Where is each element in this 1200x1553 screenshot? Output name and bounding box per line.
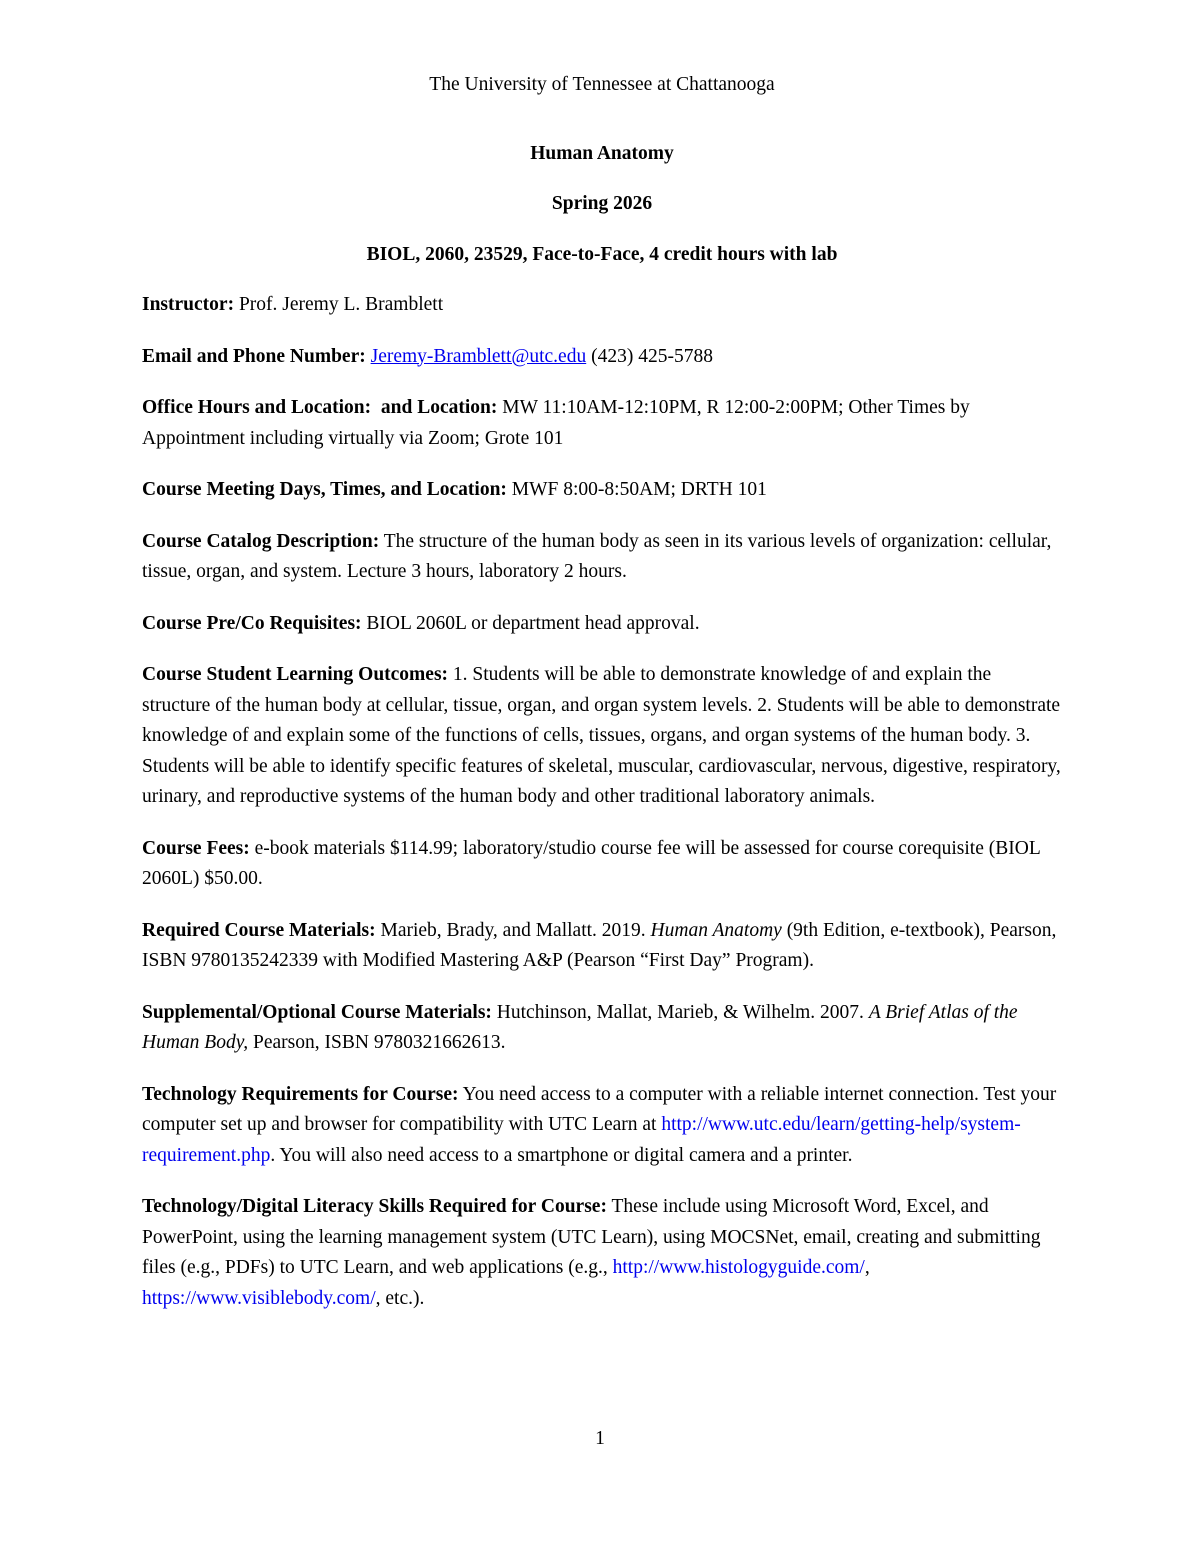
- supplemental-materials-pre: Hutchinson, Mallat, Marieb, & Wilhelm. 2007.: [491, 1001, 869, 1023]
- catalog-section: [142, 527, 1062, 588]
- instructor-label: Instructor:: [142, 294, 235, 315]
- contact-label: Email and Phone Number:: [142, 345, 366, 367]
- course-term: Spring 2026: [551, 193, 653, 214]
- instructor-section: [142, 290, 1062, 321]
- required-materials-title: Human Anatomy: [650, 919, 782, 941]
- histologyguide-link[interactable]: http://www.histologyguide.com/: [612, 1257, 865, 1278]
- outcomes-section: [142, 660, 1062, 813]
- literacy-post: , etc.).: [375, 1287, 425, 1309]
- supplemental-materials-title: A Brief Atlas of the Human Body,: [142, 1001, 1018, 1053]
- syllabus-content: [142, 70, 1062, 1335]
- required-materials-pre: Marieb, Brady, and Mallatt. 2019.: [375, 919, 651, 941]
- outcomes-value: 1. Students will be able to demonstrate knowledge of and explain the structure of the human body at cellular, tissue, organ, and organ system levels. 2. Students will be able to demonstrate knowledge of and explain some of the functions of cells, tissues, organs, and organ systems of the human body. 3. Students will be able to identify specific features of skeletal, muscular, cardiovascular, nervous, digestive, respiratory, urinary, and reproductive systems of the human body and other traditional laboratory animals.: [142, 664, 1061, 807]
- technology-section: [142, 1080, 1062, 1172]
- meeting-label: Course Meeting Days, Times, and Location:: [142, 479, 507, 500]
- course-line: BIOL, 2060, 23529, Face-to-Face, 4 credit hours with lab: [366, 243, 838, 265]
- prerequisites-value: BIOL 2060L or department head approval.: [361, 612, 700, 634]
- course-title: Human Anatomy: [530, 142, 674, 164]
- literacy-mid: ,: [864, 1257, 870, 1278]
- instructor-name: Prof. Jeremy L. Bramblett: [234, 294, 444, 315]
- required-materials-label: Required Course Materials:: [142, 919, 376, 941]
- supplemental-materials-section: [142, 998, 1062, 1059]
- meeting-section: [142, 475, 1062, 506]
- prerequisites-section: [142, 609, 1062, 640]
- instructor-email-link[interactable]: Jeremy-Bramblett@utc.edu: [370, 345, 587, 367]
- literacy-section: [142, 1192, 1062, 1314]
- technology-post: . You will also need access to a smartphone or digital camera and a printer.: [270, 1144, 853, 1166]
- office-hours-label: Office Hours and Location:: [142, 397, 372, 418]
- instructor-phone: (423) 425-5788: [586, 345, 713, 367]
- visiblebody-link[interactable]: https://www.visiblebody.com/: [142, 1287, 376, 1309]
- technology-label: Technology Requirements for Course:: [142, 1083, 459, 1105]
- meeting-value: MWF 8:00-8:50AM; DRTH 101: [506, 479, 767, 500]
- fees-value: e-book materials $114.99; laboratory/studio course fee will be assessed for course corequisite (BIOL 2060L) $50.00.: [142, 837, 1041, 889]
- system-requirements-link[interactable]: http://www.utc.edu/learn/getting-help/system-requirement.php: [142, 1114, 1021, 1166]
- fees-label: Course Fees:: [142, 837, 250, 859]
- office-location-label: and Location:: [380, 397, 498, 418]
- supplemental-materials-label: Supplemental/Optional Course Materials:: [142, 1001, 492, 1023]
- supplemental-materials-post: Pearson, ISBN 9780321662613.: [248, 1032, 506, 1053]
- fees-section: [142, 834, 1062, 895]
- outcomes-label: Course Student Learning Outcomes:: [142, 664, 449, 685]
- office-hours-value: MW 11:10AM-12:10PM, R 12:00-2:00PM; Other Times by Appointment including virtually via Zoom; Grote 101: [142, 397, 970, 449]
- technology-pre: You need access to a computer with a reliable internet connection. Test your computer set up and browser for compatibility with UTC Learn at: [142, 1083, 1057, 1135]
- page-number: 1: [595, 1428, 605, 1449]
- literacy-label: Technology/Digital Literacy Skills Required for Course:: [142, 1196, 607, 1217]
- catalog-label: Course Catalog Description:: [142, 530, 380, 552]
- university-name: The University of Tennessee at Chattanooga: [429, 74, 775, 95]
- required-materials-section: [142, 916, 1062, 977]
- literacy-pre: These include using Microsoft Word, Excel, and PowerPoint, using the learning management system (UTC Learn), using MOCSNet, email, creating and submitting files (e.g., PDFs) to UTC Learn, and web applications (e.g.,: [142, 1196, 1041, 1278]
- office-hours-section: [142, 393, 1062, 454]
- contact-section: [142, 342, 1062, 373]
- required-materials-post: (9th Edition, e-textbook), Pearson, ISBN 9780135242339 with Modified Mastering A&P (Pearson “First Day” Program).: [142, 919, 1057, 971]
- prerequisites-label: Course Pre/Co Requisites:: [142, 612, 362, 634]
- catalog-value: The structure of the human body as seen in its various levels of organization: cellular, tissue, organ, and system. Lecture 3 hours, laboratory 2 hours.: [142, 530, 1052, 582]
